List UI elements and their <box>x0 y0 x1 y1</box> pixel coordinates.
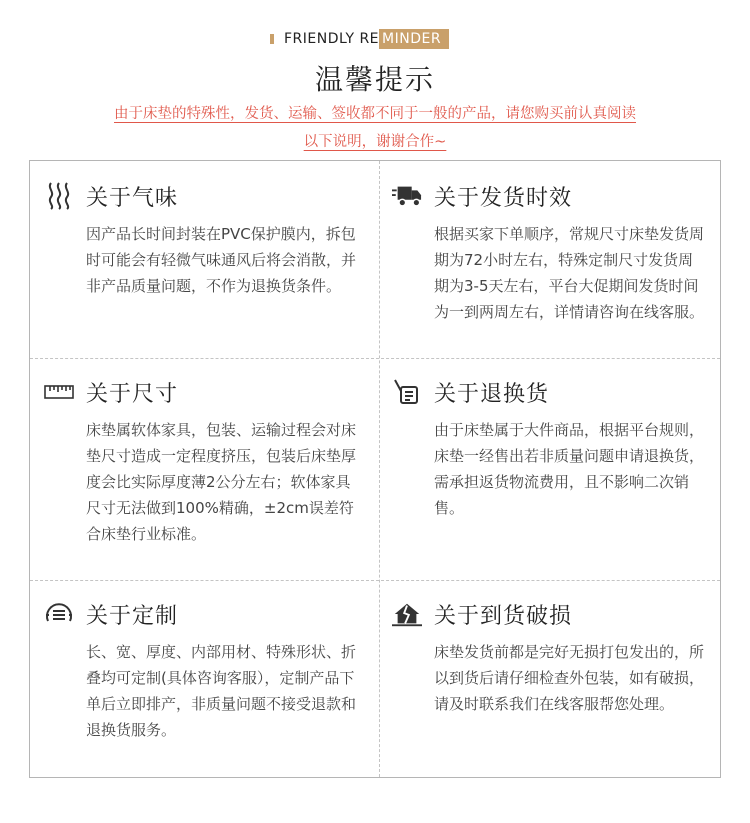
section-title: 关于尺寸 <box>86 381 179 407</box>
section-customization <box>44 597 374 743</box>
header-tag <box>270 28 449 50</box>
section-title: 关于发货时效 <box>434 185 573 211</box>
section-damage <box>392 597 722 717</box>
odor-waves-icon <box>44 181 74 211</box>
section-title: 关于气味 <box>86 185 179 211</box>
section-title: 关于到货破损 <box>434 603 573 629</box>
section-body: 床垫属软体家具，包装、运输过程会对床垫尺寸造成一定程度挤压，包装后床垫厚度会比实际厚度薄2公分左右；软体家具尺寸无法做到100%精确，±2cm误差符合床垫行业标准。 <box>86 421 357 543</box>
section-size <box>44 375 374 547</box>
tag-accent-mark <box>270 34 274 44</box>
notice-line-2: 以下说明，谢谢合作~ <box>303 134 447 150</box>
tag-text <box>284 31 449 47</box>
notice-text <box>60 100 690 156</box>
damaged-package-icon <box>392 599 422 629</box>
section-body: 根据买家下单顺序，常规尺寸床垫发货周期为72小时左右，特殊定制尺寸发货周期为3-5天左右，平台大促期间发货时间为一到两周左右，详情请咨询在线客服。 <box>434 225 705 321</box>
section-odor <box>44 179 374 299</box>
section-returns <box>392 375 722 521</box>
notice-line-1: 由于床垫的特殊性，发货、运输、签收都不同于一般的产品，请您购买前认真阅读 <box>114 106 636 122</box>
section-body: 由于床垫属于大件商品，根据平台规则，床垫一经售出若非质量问题申请退换货，需承担返货物流费用，且不影响二次销售。 <box>434 421 705 517</box>
section-body: 因产品长时间封装在PVC保护膜内，拆包时可能会有轻微气味通风后将会消散，并非产品质量问题，不作为退换货条件。 <box>86 225 357 295</box>
customize-icon <box>44 599 74 629</box>
grid-divider-vertical <box>379 161 380 777</box>
ruler-icon <box>44 377 74 407</box>
info-grid <box>29 160 721 778</box>
tag-text-highlight: MINDER <box>379 29 449 49</box>
section-body: 床垫发货前都是完好无损打包发出的，所以到货后请仔细检查外包装，如有破损，请及时联系我们在线客服帮您处理。 <box>434 643 705 713</box>
section-title: 关于退换货 <box>434 381 550 407</box>
grid-divider-horizontal <box>30 580 720 581</box>
section-title: 关于定制 <box>86 603 179 629</box>
section-body: 长、宽、厚度、内部用材、特殊形状、折叠均可定制(具体咨询客服），定制产品下单后立即排产，非质量问题不接受退款和退换货服务。 <box>86 643 357 739</box>
tag-text-part1: FRIENDLY RE <box>284 31 380 47</box>
return-document-icon <box>392 377 422 407</box>
page-title: 温馨提示 <box>314 63 435 96</box>
section-delivery-time <box>392 179 722 325</box>
delivery-truck-icon <box>392 181 422 211</box>
grid-divider-horizontal <box>30 358 720 359</box>
